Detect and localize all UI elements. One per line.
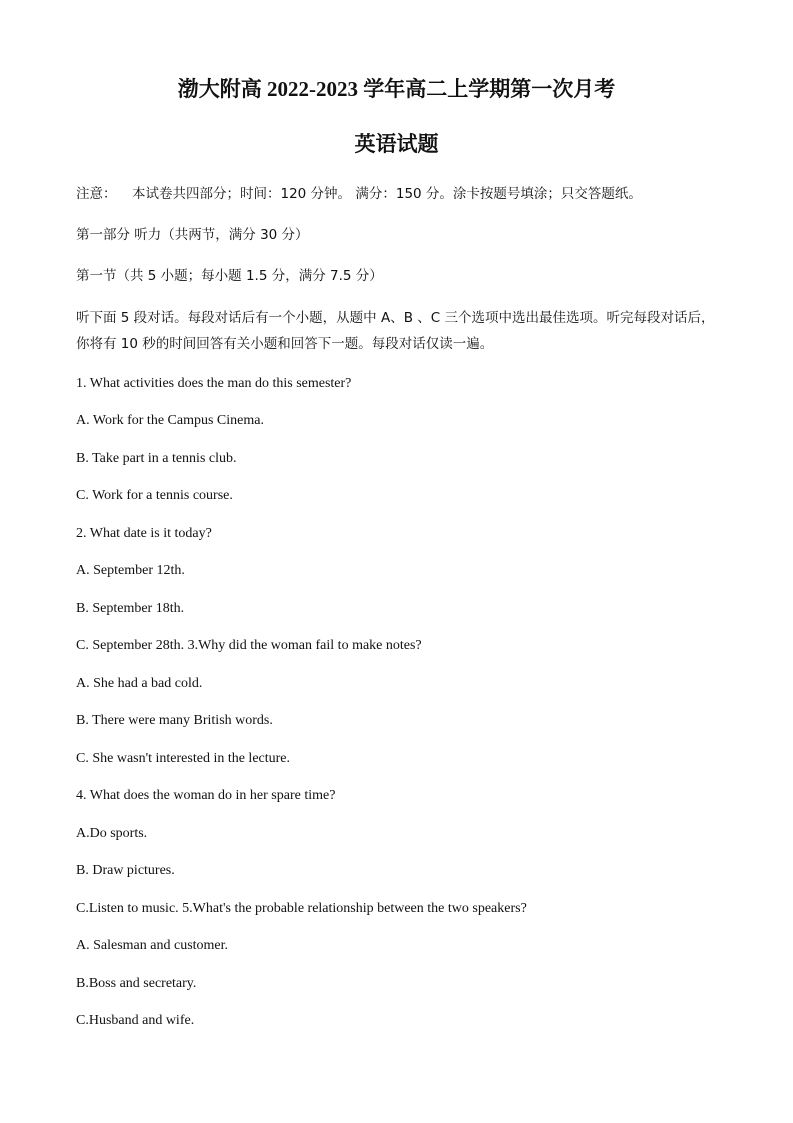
option-5c: C.Husband and wife.	[76, 1013, 195, 1028]
option-3a: A. She had a bad cold.	[76, 676, 203, 691]
option-1a: A. Work for the Campus Cinema.	[76, 413, 264, 428]
section-heading: 第一节（共 5 小题；每小题 1.5 分，满分 7.5 分）	[76, 268, 383, 284]
question-4: 4. What does the woman do in her spare time?	[76, 788, 336, 803]
option-4b: B. Draw pictures.	[76, 863, 175, 878]
option-1b: B. Take part in a tennis club.	[76, 451, 237, 466]
instructions-line-2: 你将有 10 秒的时间回答有关小题和回答下一题。每段对话仅读一遍。	[76, 336, 494, 352]
question-1: 1. What activities does the man do this semester?	[76, 376, 352, 391]
option-2b: B. September 18th.	[76, 601, 185, 616]
option-1c: C. Work for a tennis course.	[76, 488, 233, 503]
page-subtitle: 英语试题	[354, 132, 439, 156]
option-5a: A. Salesman and customer.	[76, 938, 229, 953]
option-4c-question-5: C.Listen to music. 5.What's the probable relationship between the two speakers?	[76, 901, 527, 916]
option-2c-question-3: C. September 28th. 3.Why did the woman fail to make notes?	[76, 638, 422, 653]
option-5b: B.Boss and secretary.	[76, 976, 197, 991]
question-2: 2. What date is it today?	[76, 526, 212, 541]
option-3b: B. There were many British words.	[76, 713, 273, 728]
option-4a: A.Do sports.	[76, 826, 148, 841]
option-3c: C. She wasn't interested in the lecture.	[76, 751, 291, 766]
instructions-line-1: 听下面 5 段对话。每段对话后有一个小题，从题中 A、B 、C 三个选项中选出最佳选项。听完每段对话后，	[76, 310, 715, 326]
option-2a: A. September 12th.	[76, 563, 185, 578]
notice-text: 本试卷共四部分；时间：120 分钟。 满分：150 分。涂卡按题号填涂；只交答题纸。	[132, 186, 642, 202]
notice	[76, 185, 642, 203]
part-heading: 第一部分 听力（共两节，满分 30 分）	[76, 227, 309, 243]
page-title: 渤大附高 2022-2023 学年高二上学期第一次月考	[177, 77, 616, 101]
notice-label: 注意：	[76, 186, 117, 202]
